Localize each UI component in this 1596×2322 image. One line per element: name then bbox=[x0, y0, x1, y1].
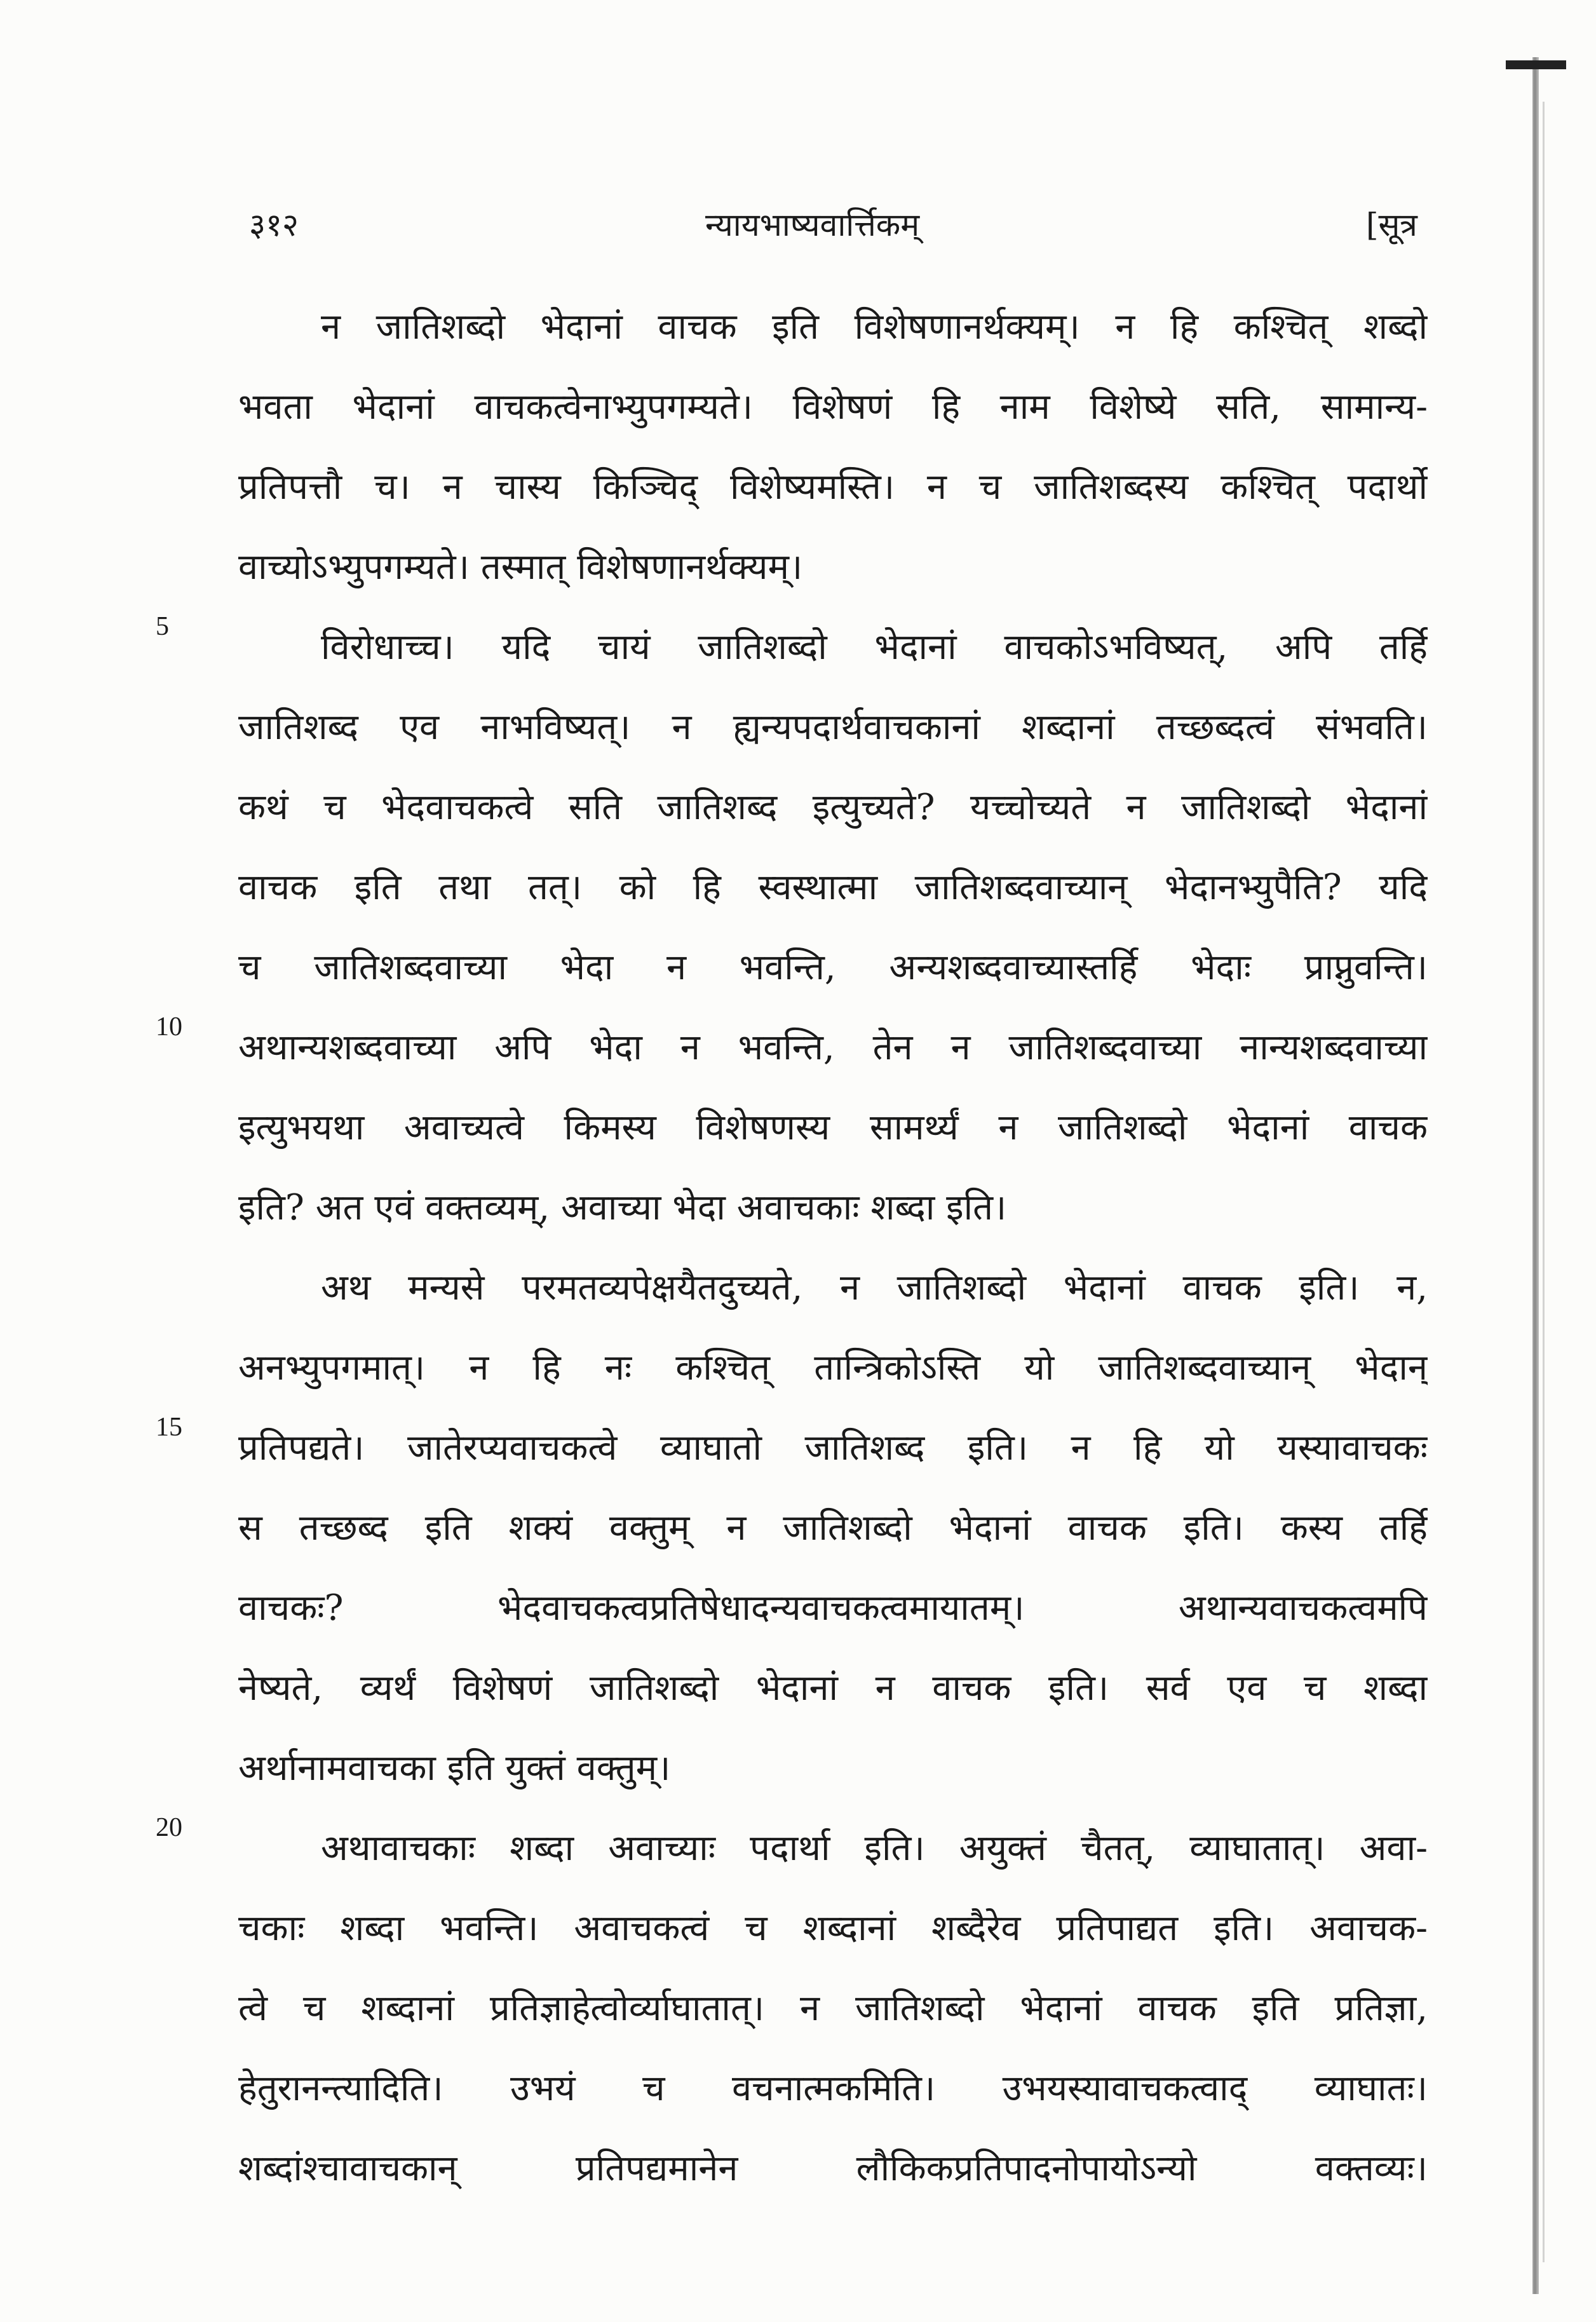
text-line: जातिशब्द एव नाभविष्यत्। न ह्यन्यपदार्थवाचकानां शब्दानां तच्छब्दत्वं संभवति। bbox=[238, 707, 1428, 748]
text-line: कथं च भेदवाचकत्वे सति जातिशब्द इत्युच्यते? यच्चोच्यते न जातिशब्दो भेदानां bbox=[238, 787, 1428, 828]
book-spine-top bbox=[1506, 60, 1566, 69]
text-line: प्रतिपद्यते। जातेरप्यवाचकत्वे व्याघातो जातिशब्द इति। न हि यो यस्यावाचकः bbox=[238, 1427, 1428, 1469]
text-line: अथ मन्यसे परमतव्यपेक्षयैतदुच्यते, न जातिशब्दो भेदानां वाचक इति। न, bbox=[321, 1267, 1428, 1308]
text-line: अर्थानामवाचका इति युक्तं वक्तुम्। bbox=[238, 1748, 671, 1789]
text-line: वाच्योऽभ्युपगम्यते। तस्मात् विशेषणानर्थक्यम्। bbox=[238, 547, 803, 588]
text-line: वाचक इति तथा तत्। को हि स्वस्थात्मा जातिशब्दवाच्यान् भेदानभ्युपैति? यदि bbox=[238, 867, 1428, 908]
line-number-15: 15 bbox=[156, 1413, 182, 1442]
text-line: चकाः शब्दा भवन्ति। अवाचकत्वं च शब्दानां शब्दैरेव प्रतिपाद्यत इति। अवाचक- bbox=[238, 1908, 1428, 1949]
line-number-20: 20 bbox=[156, 1813, 182, 1842]
text-line: भवता भेदानां वाचकत्वेनाभ्युपगम्यते। विशेषणं हि नाम विशेष्ये सति, सामान्य- bbox=[238, 386, 1428, 428]
text-line: प्रतिपत्तौ च। न चास्य किञ्चिद् विशेष्यमस्ति। न च जातिशब्दस्य कश्चित् पदार्थो bbox=[238, 466, 1428, 508]
text-line: शब्दांश्चावाचकान् प्रतिपद्यमानेन लौकिकप्रतिपादनोपायोऽन्यो वक्तव्यः। bbox=[238, 2148, 1428, 2189]
text-line: त्वे च शब्दानां प्रतिज्ञाहेत्वोर्व्याघातात्। न जातिशब्दो भेदानां वाचक इति प्रतिज्ञा, bbox=[238, 1988, 1428, 2029]
section-marker: [सूत्र bbox=[1366, 207, 1417, 243]
text-line: हेतुरानन्त्यादिति। उभयं च वचनात्मकमिति। उभयस्यावाचकत्वाद् व्याघातः। bbox=[238, 2068, 1428, 2109]
line-number-5: 5 bbox=[156, 612, 169, 641]
book-spine-shadow bbox=[1532, 57, 1539, 2294]
page-number: ३१२ bbox=[249, 207, 299, 243]
text-line: न जातिशब्दो भेदानां वाचक इति विशेषणानर्थक्यम्। न हि कश्चित् शब्दो bbox=[321, 306, 1428, 348]
line-number-10: 10 bbox=[156, 1012, 182, 1042]
text-line: च जातिशब्दवाच्या भेदा न भवन्ति, अन्यशब्दवाच्यास्तर्हि भेदाः प्राप्नुवन्ति। bbox=[238, 947, 1428, 988]
running-title: न्यायभाष्यवार्त्तिकम् bbox=[705, 207, 920, 243]
text-line: स तच्छब्द इति शक्यं वक्तुम् न जातिशब्दो भेदानां वाचक इति। कस्य तर्हि bbox=[238, 1507, 1428, 1549]
text-line: इत्युभयथा अवाच्यत्वे किमस्य विशेषणस्य सामर्थ्यं न जातिशब्दो भेदानां वाचक bbox=[238, 1107, 1428, 1148]
text-line: इति? अत एवं वक्तव्यम्, अवाच्या भेदा अवाचकाः शब्दा इति। bbox=[238, 1187, 1007, 1228]
text-line: विरोधाच्च। यदि चायं जातिशब्दो भेदानां वाचकोऽभविष्यत्, अपि तर्हि bbox=[321, 627, 1428, 668]
body-text bbox=[238, 287, 1428, 2209]
text-line: अथान्यशब्दवाच्या अपि भेदा न भवन्ति, तेन न जातिशब्दवाच्या नान्यशब्दवाच्या bbox=[238, 1027, 1428, 1068]
page-header bbox=[0, 202, 1596, 253]
book-spine-edge bbox=[1543, 102, 1545, 2262]
text-line: नेष्यते, व्यर्थं विशेषणं जातिशब्दो भेदानां न वाचक इति। सर्व एव च शब्दा bbox=[238, 1667, 1428, 1709]
text-line: अथावाचकाः शब्दा अवाच्याः पदार्था इति। अयुक्तं चैतत्, व्याघातात्। अवा- bbox=[321, 1828, 1428, 1869]
text-line: अनभ्युपगमात्। न हि नः कश्चित् तान्त्रिकोऽस्ति यो जातिशब्दवाच्यान् भेदान् bbox=[238, 1347, 1428, 1388]
text-line: वाचकः? भेदवाचकत्वप्रतिषेधादन्यवाचकत्वमायातम्। अथान्यवाचकत्वमपि bbox=[238, 1587, 1428, 1629]
